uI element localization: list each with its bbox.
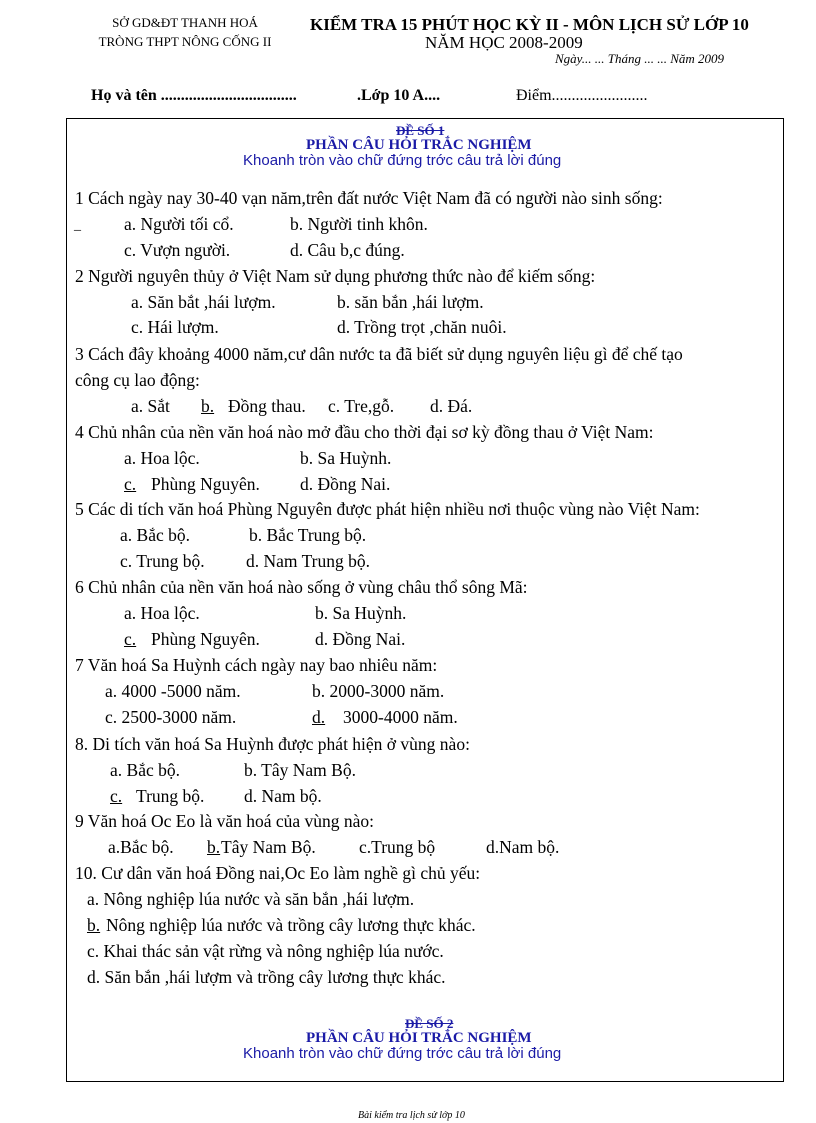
- q5-option-b: b. Bắc Trung bộ.: [249, 525, 367, 545]
- q5-option-a: a. Bắc bộ.: [120, 525, 190, 545]
- q6-option-a: a. Hoa lộc.: [124, 603, 200, 623]
- page-footer: Bài kiểm tra lịch sử lớp 10: [358, 1110, 465, 1121]
- class-field: .Lớp 10 A....: [357, 87, 441, 104]
- question-4: 4 Chủ nhân của nền văn hoá nào mở đầu cho thời đại sơ kỳ đồng thau ở Việt Nam:: [75, 422, 654, 442]
- q3-option-b: Đồng thau.: [228, 396, 306, 416]
- exam-frame: [66, 118, 784, 1082]
- q5-option-d: d. Nam Trung bộ.: [246, 551, 370, 571]
- q3-option-a: a. Sắt: [131, 396, 170, 416]
- q3-option-d: d. Đá.: [430, 396, 473, 416]
- q8-answer-mark: c.: [110, 786, 123, 806]
- school-name: TRÒNG THPT NÔNG CỐNG II: [98, 34, 272, 49]
- q9-answer-mark: b.: [207, 837, 221, 857]
- q10-option-b: Nông nghiệp lúa nước và trồng cây lương thực khác.: [106, 915, 476, 935]
- q7-option-d: 3000-4000 năm.: [343, 707, 458, 727]
- q6-option-c: Phùng Nguyên.: [151, 629, 260, 649]
- q10-option-d: d. Săn bắn ,hái lượm và trồng cây lương thực khác.: [87, 967, 446, 987]
- q1-option-d: d. Câu b,c đúng.: [290, 240, 405, 260]
- question-3-cont: công cụ lao động:: [75, 370, 200, 390]
- question-3: 3 Cách đây khoảng 4000 năm,cư dân nước ta đã biết sử dụng nguyên liệu gì để chế tạo: [75, 344, 683, 364]
- q3-option-c: c. Tre,gỗ.: [328, 396, 395, 416]
- question-8: 8. Di tích văn hoá Sa Huỳnh được phát hiện ở vùng nào:: [75, 734, 470, 754]
- q8-option-d: d. Nam bộ.: [244, 786, 322, 806]
- q2-option-a: a. Săn bắt ,hái lượm.: [131, 292, 276, 312]
- school-year: NĂM HỌC 2008-2009: [425, 33, 583, 52]
- q7-option-b: b. 2000-3000 năm.: [312, 681, 445, 701]
- question-6: 6 Chủ nhân của nền văn hoá nào sống ở vùng châu thổ sông Mã:: [75, 577, 528, 597]
- section1-heading: PHẦN CÂU HỎI TRẮC NGHIỆM: [306, 137, 532, 153]
- q3-answer-mark: b.: [201, 396, 215, 416]
- section2-instruction: Khoanh tròn vào chữ đứng trớc câu trả lời đúng: [243, 1045, 562, 1062]
- question-5: 5 Các di tích văn hoá Phùng Nguyên được phát hiện nhiều nơi thuộc vùng nào Việt Nam:: [75, 499, 700, 519]
- q9-option-b: Tây Nam Bộ.: [221, 837, 316, 857]
- q4-option-c: Phùng Nguyên.: [151, 474, 260, 494]
- question-9: 9 Văn hoá Oc Eo là văn hoá của vùng nào:: [75, 811, 375, 831]
- exam-title: KIỂM TRA 15 PHÚT HỌC KỲ II - MÔN LỊCH SỬ LỚP 10: [310, 15, 749, 34]
- q7-answer-mark: d.: [312, 707, 326, 727]
- score-field: Điểm........................: [516, 87, 648, 104]
- stray-mark: _: [74, 218, 81, 233]
- q2-option-b: b. săn bắn ,hái lượm.: [337, 292, 484, 312]
- q4-option-b: b. Sa Huỳnh.: [300, 448, 392, 468]
- q10-option-a: a. Nông nghiệp lúa nước và săn bắn ,hái lượm.: [87, 889, 415, 909]
- question-10: 10. Cư dân văn hoá Đồng nai,Oc Eo làm nghề gì chủ yếu:: [75, 863, 481, 883]
- question-2: 2 Người nguyên thủy ở Việt Nam sử dụng phương thức nào để kiếm sống:: [75, 266, 596, 286]
- question-1: 1 Cách ngày nay 30-40 vạn năm,trên đất nước Việt Nam đã có người nào sinh sống:: [75, 188, 663, 208]
- q6-answer-mark: c.: [124, 629, 137, 649]
- q6-option-b: b. Sa Huỳnh.: [315, 603, 407, 623]
- q8-option-b: b. Tây Nam Bộ.: [244, 760, 356, 780]
- q4-option-d: d. Đồng Nai.: [300, 474, 391, 494]
- q4-answer-mark: c.: [124, 474, 137, 494]
- dept-name: SỞ GD&ĐT THANH HOÁ: [112, 15, 258, 30]
- q1-option-b: b. Người tinh khôn.: [290, 214, 428, 234]
- q9-option-c: c.Trung bộ: [359, 837, 436, 857]
- q9-option-d: d.Nam bộ.: [486, 837, 560, 857]
- q1-option-c: c. Vượn người.: [124, 240, 231, 260]
- q6-option-d: d. Đồng Nai.: [315, 629, 406, 649]
- q4-option-a: a. Hoa lộc.: [124, 448, 200, 468]
- q8-option-c: Trung bộ.: [136, 786, 205, 806]
- q7-option-c: c. 2500-3000 năm.: [105, 707, 237, 727]
- section1-number: ĐỀ SỐ 1: [396, 123, 445, 138]
- question-7: 7 Văn hoá Sa Huỳnh cách ngày nay bao nhiêu năm:: [75, 655, 438, 675]
- q1-option-a: a. Người tối cổ.: [124, 214, 234, 234]
- section2-number: ĐỀ SỐ 2: [405, 1016, 454, 1031]
- q5-option-c: c. Trung bộ.: [120, 551, 205, 571]
- student-name-field: Họ và tên ..................................: [91, 87, 297, 104]
- q10-answer-mark: b.: [87, 915, 101, 935]
- exam-date: Ngày... ... Tháng ... ... Năm 2009: [555, 51, 725, 66]
- q9-option-a: a.Bắc bộ.: [108, 837, 174, 857]
- q8-option-a: a. Bắc bộ.: [110, 760, 180, 780]
- section2-heading: PHẦN CÂU HỎI TRẮC NGHIỆM: [306, 1030, 532, 1046]
- section1-instruction: Khoanh tròn vào chữ đứng trớc câu trả lời đúng: [243, 152, 562, 169]
- q10-option-c: c. Khai thác sản vật rừng và nông nghiệp lúa nước.: [87, 941, 444, 961]
- q2-option-c: c. Hái lượm.: [131, 317, 219, 337]
- q2-option-d: d. Trồng trọt ,chăn nuôi.: [337, 317, 507, 337]
- q7-option-a: a. 4000 -5000 năm.: [105, 681, 241, 701]
